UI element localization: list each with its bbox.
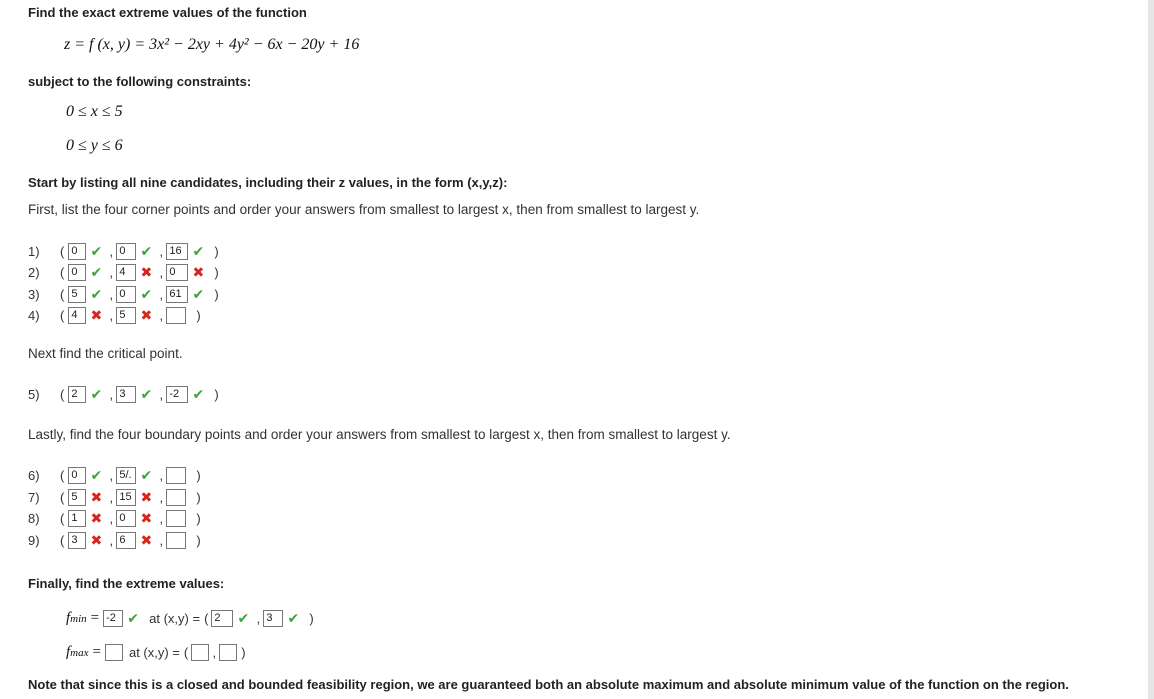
candidate-x-input[interactable]: 0	[68, 467, 86, 484]
candidate-x-input[interactable]: 5	[68, 286, 86, 303]
cross-icon: ✖	[90, 509, 103, 526]
comma: ,	[159, 264, 164, 280]
candidate-y-input[interactable]: 4	[116, 264, 136, 281]
comma: ,	[109, 243, 114, 259]
check-icon: ✔	[192, 285, 205, 302]
comma: ,	[159, 532, 164, 548]
comma: ,	[109, 307, 114, 323]
page-right-border	[1148, 0, 1154, 699]
check-icon: ✔	[90, 385, 103, 402]
function-formula: z = f (x, y) = 3x² − 2xy + 4y² − 6x − 20y + 16	[64, 36, 360, 53]
candidate-y-input[interactable]: 3	[116, 386, 136, 403]
fmax-y-input[interactable]	[219, 644, 237, 661]
fmin-equals: =	[90, 609, 100, 626]
open-paren: (	[60, 307, 65, 323]
fmin-y-input[interactable]: 3	[263, 610, 283, 627]
cross-icon: ✖	[90, 531, 103, 548]
check-icon: ✔	[237, 609, 250, 626]
fmax-x-input[interactable]	[191, 644, 209, 661]
candidate-number: 4)	[28, 307, 40, 323]
comma: ,	[159, 489, 164, 505]
constraint-y: 0 ≤ y ≤ 6	[66, 137, 123, 154]
cross-icon: ✖	[140, 488, 153, 505]
comma: ,	[159, 243, 164, 259]
check-icon: ✔	[90, 285, 103, 302]
comma: ,	[159, 307, 164, 323]
fmin-value-input[interactable]: -2	[103, 610, 123, 627]
fmax-label: fmax	[66, 643, 89, 660]
note-text: Note that since this is a closed and bounded feasibility region, we are guaranteed both an absolute maximum and absolute minimum value of the function on the region.	[28, 677, 1069, 692]
corner-instruction: First, list the four corner points and order your answers from smallest to largest x, then from smallest to largest y.	[28, 202, 700, 217]
fmin-label: fmin	[66, 609, 87, 626]
candidate-y-input[interactable]: 0	[116, 510, 136, 527]
check-icon: ✔	[127, 609, 139, 626]
candidate-z-input[interactable]	[166, 510, 186, 527]
comma: ,	[109, 264, 114, 280]
close-paren: )	[309, 610, 314, 626]
close-paren: )	[214, 286, 219, 302]
fmin-row	[66, 608, 314, 628]
cross-icon: ✖	[140, 531, 153, 548]
cross-icon: ✖	[140, 263, 153, 280]
close-paren: )	[196, 307, 201, 323]
candidate-z-input[interactable]: -2	[166, 386, 188, 403]
open-paren: (	[204, 610, 209, 626]
check-icon: ✔	[287, 609, 300, 626]
open-paren: (	[60, 264, 65, 280]
check-icon: ✔	[90, 466, 103, 483]
candidate-z-input[interactable]: 61	[166, 286, 188, 303]
close-paren: )	[196, 489, 201, 505]
candidate-x-input[interactable]: 1	[68, 510, 86, 527]
check-icon: ✔	[140, 466, 153, 483]
candidate-z-input[interactable]: 0	[166, 264, 188, 281]
start-instruction: Start by listing all nine candidates, including their z values, in the form (x,y,z):	[28, 175, 508, 190]
check-icon: ✔	[90, 242, 103, 259]
candidate-y-input[interactable]: 0	[116, 286, 136, 303]
constraint-x: 0 ≤ x ≤ 5	[66, 103, 123, 120]
candidate-row-3	[28, 284, 219, 304]
fmin-x-input[interactable]: 2	[211, 610, 233, 627]
comma: ,	[109, 286, 114, 302]
candidate-number: 9)	[28, 532, 40, 548]
comma: ,	[109, 467, 114, 483]
cross-icon: ✖	[140, 306, 153, 323]
close-paren: )	[214, 386, 219, 402]
open-paren: (	[60, 532, 65, 548]
fmax-at-label: at (x,y) =	[128, 644, 180, 660]
close-paren: )	[214, 243, 219, 259]
candidate-z-input[interactable]	[166, 489, 186, 506]
candidate-number: 8)	[28, 510, 40, 526]
candidate-row-2	[28, 262, 219, 282]
candidate-row-8	[28, 508, 201, 528]
check-icon: ✔	[140, 385, 153, 402]
candidate-y-input[interactable]: 15	[116, 489, 136, 506]
open-paren: (	[60, 243, 65, 259]
candidate-y-input[interactable]: 5/.	[116, 467, 136, 484]
cross-icon: ✖	[192, 263, 205, 280]
candidate-row-1	[28, 241, 219, 261]
intro-text: Find the exact extreme values of the function	[28, 5, 307, 20]
check-icon: ✔	[192, 385, 205, 402]
open-paren: (	[183, 644, 189, 660]
open-paren: (	[60, 386, 65, 402]
candidate-z-input[interactable]: 16	[166, 243, 188, 260]
candidate-x-input[interactable]: 4	[68, 307, 86, 324]
candidate-z-input[interactable]	[166, 307, 186, 324]
comma: ,	[159, 386, 164, 402]
candidate-row-7	[28, 487, 201, 507]
candidate-x-input[interactable]: 2	[68, 386, 86, 403]
candidate-number: 6)	[28, 467, 40, 483]
comma: ,	[159, 286, 164, 302]
comma: ,	[159, 510, 164, 526]
close-paren: )	[214, 264, 219, 280]
constraints-label: subject to the following constraints:	[28, 74, 252, 89]
fmin-at-label: at (x,y) =	[149, 610, 201, 626]
check-icon: ✔	[90, 263, 103, 280]
comma: ,	[256, 610, 261, 626]
cross-icon: ✖	[140, 509, 153, 526]
comma: ,	[159, 467, 164, 483]
comma: ,	[212, 644, 217, 660]
candidate-number: 5)	[28, 386, 40, 402]
open-paren: (	[60, 489, 65, 505]
candidate-number: 7)	[28, 489, 40, 505]
candidate-row-9	[28, 530, 201, 550]
comma: ,	[109, 532, 114, 548]
comma: ,	[109, 510, 114, 526]
candidate-number: 2)	[28, 264, 40, 280]
candidate-row-6	[28, 465, 201, 485]
candidate-x-input[interactable]: 3	[68, 532, 86, 549]
boundary-instruction: Lastly, find the four boundary points and order your answers from smallest to largest x, then from smallest to largest y.	[28, 427, 731, 442]
candidate-x-input[interactable]: 0	[68, 243, 86, 260]
close-paren: )	[196, 510, 201, 526]
candidate-number: 1)	[28, 243, 40, 259]
comma: ,	[109, 489, 114, 505]
extreme-label: Finally, find the extreme values:	[28, 576, 225, 591]
candidate-z-input[interactable]	[166, 467, 186, 484]
candidate-number: 3)	[28, 286, 40, 302]
candidate-y-input[interactable]: 5	[116, 307, 136, 324]
candidate-x-input[interactable]: 5	[68, 489, 86, 506]
candidate-z-input[interactable]	[166, 532, 186, 549]
close-paren: )	[241, 644, 246, 660]
check-icon: ✔	[140, 285, 153, 302]
comma: ,	[109, 386, 114, 402]
open-paren: (	[60, 510, 65, 526]
critical-instruction: Next find the critical point.	[28, 346, 183, 361]
fmax-value-input[interactable]	[105, 644, 123, 661]
candidate-row-4	[28, 305, 201, 325]
candidate-y-input[interactable]: 0	[116, 243, 136, 260]
check-icon: ✔	[140, 242, 153, 259]
fmax-equals: =	[92, 643, 101, 660]
open-paren: (	[60, 467, 65, 483]
cross-icon: ✖	[90, 306, 103, 323]
candidate-y-input[interactable]: 6	[116, 532, 136, 549]
close-paren: )	[196, 467, 201, 483]
check-icon: ✔	[192, 242, 205, 259]
open-paren: (	[60, 286, 65, 302]
close-paren: )	[196, 532, 201, 548]
candidate-x-input[interactable]: 0	[68, 264, 86, 281]
candidate-row-5	[28, 384, 219, 404]
cross-icon: ✖	[90, 488, 103, 505]
fmax-row	[66, 642, 246, 662]
